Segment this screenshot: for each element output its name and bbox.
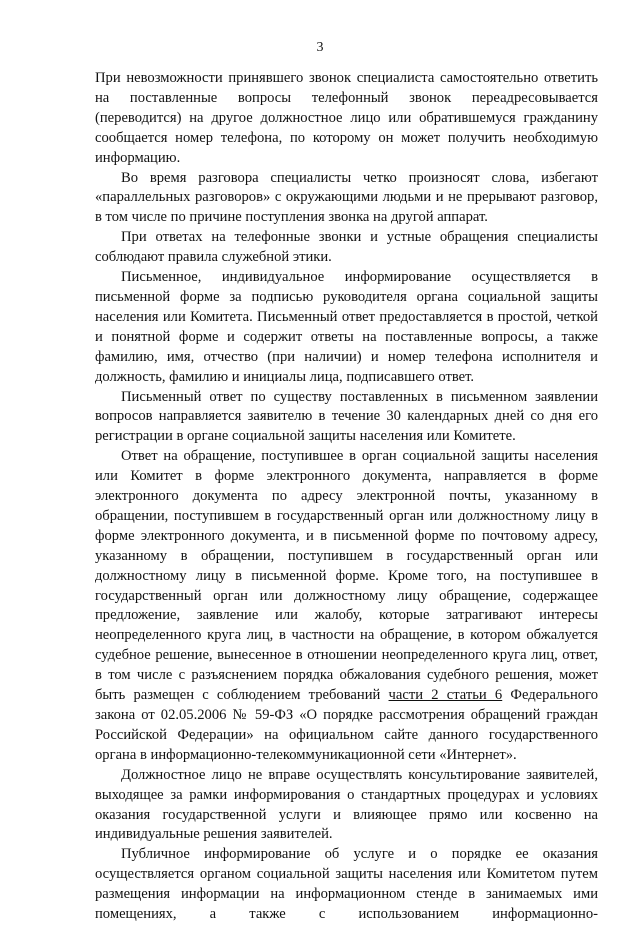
- paragraph-written-informing: Письменное, индивидуальное информирование осуществляется в письменной форме за подписью руководителя органа социальной защиты населения или Комитета. Письменный ответ предоставляется в простой, четкой и понятной форме и содержит ответы на поставленные вопросы, а также фамилию, имя, отчество (при наличии) и номер телефона исполнителя и должность, фамилию и инициалы лица, подписавшего ответ.: [95, 269, 598, 385]
- paragraph-public-informing: Публичное информирование об услуге и о порядке ее оказания осуществляется органом социальной защиты населения или Комитетом путем размещения информации на информационном стенде в занимаемых ими помещениях, а также с использованием информационно-: [95, 846, 598, 923]
- paragraph-consulting-limits: Должностное лицо не вправе осуществлять консультирование заявителей, выходящее за рамки информирования о стандартных процедурах и условиях оказания государственной услуги и влияющее прямо или косвенно на индивидуальные решения заявителей.: [95, 766, 598, 843]
- paragraph-electronic-answer-text-end: Федерального закона от 02.05.2006 № 59-ФЗ «О порядке рассмотрения обращений граждан Российской Федерации» на официальном сайте данного государственного органа в информационно-телекоммуникационной сети «Интернет».: [95, 687, 599, 763]
- paragraph-service-ethics: При ответах на телефонные звонки и устные обращения специалисты соблюдают правила служебной этики.: [95, 229, 598, 266]
- document-body: [95, 69, 598, 925]
- law-reference-link[interactable]: части 2 статьи 6: [388, 687, 503, 704]
- paragraph-electronic-answer-text: Ответ на обращение, поступившее в орган социальной защиты населения или Комитет в форме электронного документа, направляется в форме электронного документа по адресу электронной почты, указанному в обращении, поступившем в государственный орган или должностному лицу в форме электронного документа, и в письменной форме по почтовому адресу, указанному в обращении, поступившем в государственный орган или должностному лицу в письменной форме. Кроме того, на поступившее в государственный орган или должностному лицу обращение, содержащее предложение, заявление или жалобу, которые затрагивают интересы неопределенного круга лиц, в частности на обращение, в котором обжалуется судебное решение, вынесенное в отношении неопределенного круга лиц, ответ, в том числе с разъяснением порядка обжалования судебного решения, может быть размещен с соблюдением требований: [95, 448, 598, 704]
- page-number: 3: [316, 40, 324, 55]
- paragraph-conversation-rules: Во время разговора специалисты четко произносят слова, избегают «параллельных разговоров» с окружающими людьми и не прерывают разговор, в том числе по причине поступления звонка на другой аппарат.: [95, 169, 598, 226]
- paragraph-call-redirect: При невозможности принявшего звонок специалиста самостоятельно ответить на поставленные вопросы телефонный звонок переадресовывается (переводится) на другое должностное лицо или обратившемуся гражданину сообщается номер телефона, по которому он может получить необходимую информацию.: [95, 70, 598, 166]
- paragraph-written-answer-term: Письменный ответ по существу поставленных в письменном заявлении вопросов направляется заявителю в течение 30 календарных дней со дня его регистрации в органе социальной защиты населения или Комитете.: [95, 388, 598, 445]
- paragraph-electronic-answer: [95, 447, 598, 766]
